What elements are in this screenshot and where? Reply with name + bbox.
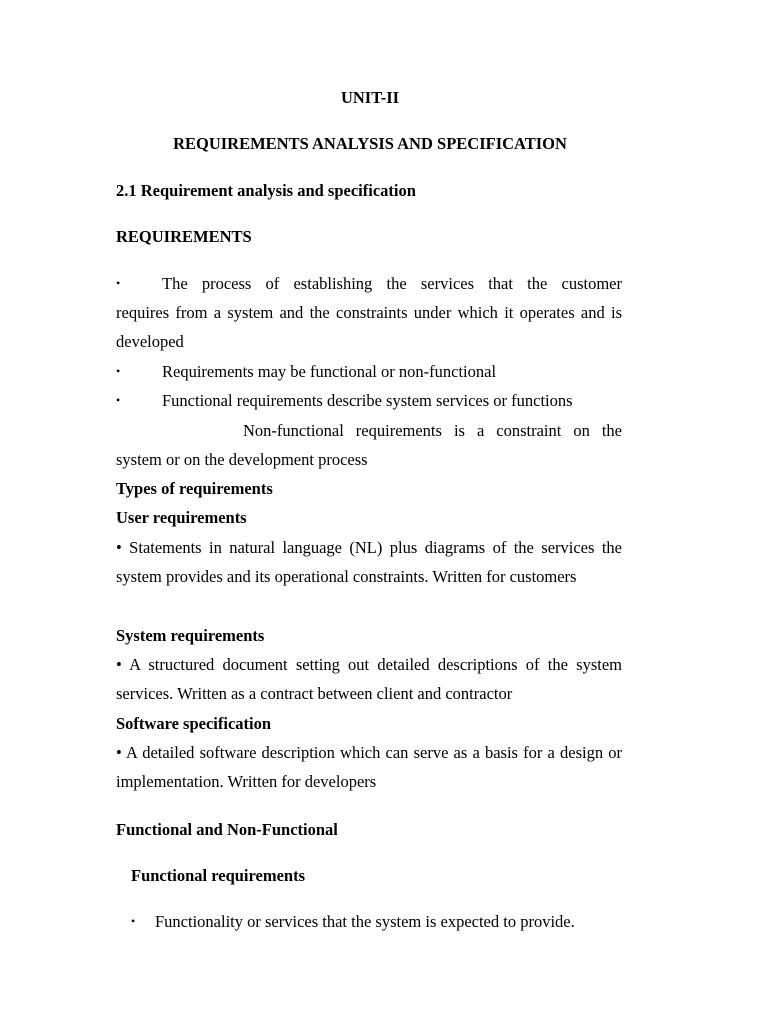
software-specification-heading: Software specification <box>116 714 272 733</box>
bullet-1-continuation: requires from a system and the constraints under which it operates and is developed <box>116 303 622 352</box>
user-requirements-text: • Statements in natural language (NL) plus diagrams of the services the system provides and its operational constraints. Written for customers <box>116 538 622 587</box>
main-title: REQUIREMENTS ANALYSIS AND SPECIFICATION <box>173 134 567 153</box>
bullet-2-marker: • <box>116 364 121 378</box>
software-specification-text: • A detailed software description which can serve as a basis for a design or implementation. Written for developers <box>116 743 622 792</box>
functional-bullet-text: Functionality or services that the system is expected to provide. <box>155 912 575 931</box>
system-requirements-heading: System requirements <box>116 626 265 645</box>
section-heading: 2.1 Requirement analysis and specification <box>116 181 416 200</box>
bullet-3 <box>116 386 626 415</box>
unit-title: UNIT-II <box>340 88 400 107</box>
functional-requirements-heading: Functional requirements <box>131 866 306 885</box>
bullet-1-text-line1: The process of establishing the services that the customer <box>162 274 622 293</box>
system-requirements-text: • A structured document setting out detailed descriptions of the system services. Written as a contract between client and contractor <box>116 655 622 704</box>
bullet-4-first-line: Non-functional requirements is a constraint on the <box>243 421 622 440</box>
requirements-heading: REQUIREMENTS <box>116 227 252 246</box>
functional-nonfunctional-heading: Functional and Non-Functional <box>116 820 338 839</box>
bullet-2 <box>116 357 626 386</box>
bullet-2-text: Requirements may be functional or non-functional <box>162 362 497 381</box>
bullet-3-text: Functional requirements describe system services or functions <box>162 391 573 410</box>
bullet-4-second-line: system or on the development process <box>116 450 368 469</box>
functional-bullet <box>131 907 641 936</box>
user-requirements-heading: User requirements <box>116 508 247 527</box>
bullet-3-marker: • <box>116 393 121 407</box>
types-heading: Types of requirements <box>116 479 273 498</box>
bullet-1-marker: • <box>116 276 121 290</box>
functional-bullet-marker: • <box>131 914 136 928</box>
bullet-1-first-line <box>116 269 622 298</box>
